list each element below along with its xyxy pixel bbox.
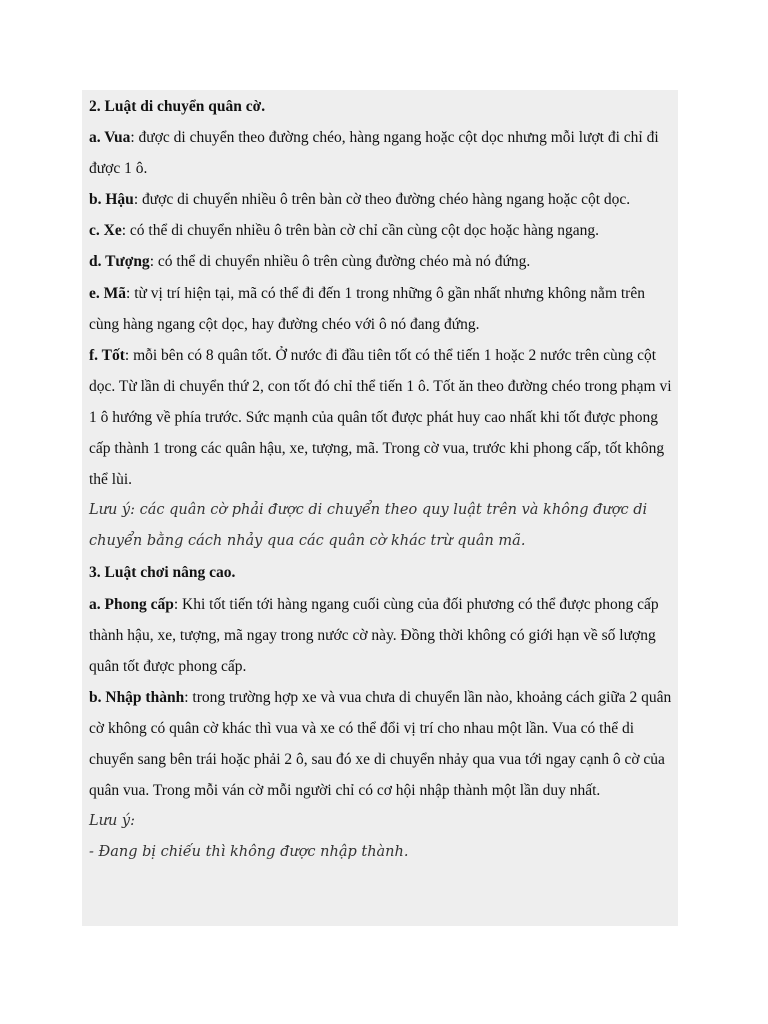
- rule-label: b. Nhập thành: [89, 688, 185, 706]
- rule-text: : Khi tốt tiến tới hàng ngang cuối cùng của đối phương có thể được phong cấp thành hậu, xe, tượng, mã ngay trong nước cờ này. Đồng thời không có giới hạn về số lượng quân tốt được phong cấp.: [89, 595, 659, 675]
- rule-bishop: [89, 246, 673, 277]
- rule-promotion: [89, 589, 673, 682]
- note-movement: Lưu ý: các quân cờ phải được di chuyển theo quy luật trên và không được di chuyển bằng cách nhảy qua các quân cờ khác trừ quân mã.: [89, 502, 648, 550]
- rule-text: : từ vị trí hiện tại, mã có thể đi đến 1 trong những ô gần nhất nhưng không nằm trên cùng hàng ngang cột dọc, hay đường chéo với ô nó đang đứng.: [89, 284, 645, 333]
- rule-label: e. Mã: [89, 284, 127, 302]
- note-castling: - Đang bị chiếu thì không được nhập thành.: [89, 844, 409, 861]
- rule-pawn: [89, 340, 673, 495]
- rule-text: : được di chuyển nhiều ô trên bàn cờ theo đường chéo hàng ngang hoặc cột dọc.: [133, 191, 631, 209]
- section-heading-advanced-rules: 3. Luật chơi nâng cao.: [89, 564, 236, 582]
- rule-text: : có thể di chuyển nhiều ô trên cùng đường chéo mà nó đứng.: [149, 253, 531, 271]
- rule-text: : được di chuyển theo đường chéo, hàng ngang hoặc cột dọc nhưng mỗi lượt đi chỉ đi được 1 ô.: [89, 129, 659, 178]
- rule-label: a. Vua: [89, 129, 131, 147]
- section-heading-movement-rules: 2. Luật di chuyển quân cờ.: [89, 98, 266, 115]
- rule-text: : trong trường hợp xe và vua chưa di chuyển lần nào, khoảng cách giữa 2 quân cờ không có quân cờ khác thì vua và xe có thể đổi vị trí cho nhau một lần. Vua có thể di chuyển sang bên trái hoặc phải 2 ô, sau đó xe di chuyển nhảy qua vua tới ngay cạnh ô cờ của quân vua. Trong mỗi ván cờ mỗi người chỉ có cơ hội nhập thành một lần duy nhất.: [89, 688, 672, 800]
- rule-label: a. Phong cấp: [89, 595, 174, 613]
- rule-rook: [89, 215, 673, 246]
- rule-castling: [89, 682, 673, 806]
- rule-knight: [89, 278, 673, 340]
- rule-queen: [89, 184, 673, 215]
- rule-king: [89, 122, 673, 184]
- rule-text: : có thể di chuyển nhiều ô trên bàn cờ chỉ cần cùng cột dọc hoặc hàng ngang.: [121, 222, 600, 240]
- rule-label: f. Tốt: [89, 346, 125, 364]
- rule-text: : mỗi bên có 8 quân tốt. Ở nước đi đầu tiên tốt có thể tiến 1 hoặc 2 nước trên cùng cột dọc. Từ lần di chuyển thứ 2, con tốt đó chỉ thể tiến 1 ô. Tốt ăn theo đường chéo trong phạm vi 1 ô hướng về phía trước. Sức mạnh của quân tốt được phát huy cao nhất khi tốt được phong cấp thành 1 trong các quân hậu, xe, tượng, mã. Trong cờ vua, trước khi phong cấp, tốt không thể lùi.: [89, 346, 672, 489]
- rule-label: d. Tượng: [89, 253, 150, 271]
- rule-label: c. Xe: [89, 222, 122, 240]
- rule-label: b. Hậu: [89, 191, 134, 209]
- document-text: [89, 91, 673, 868]
- note-label: Lưu ý:: [89, 813, 135, 830]
